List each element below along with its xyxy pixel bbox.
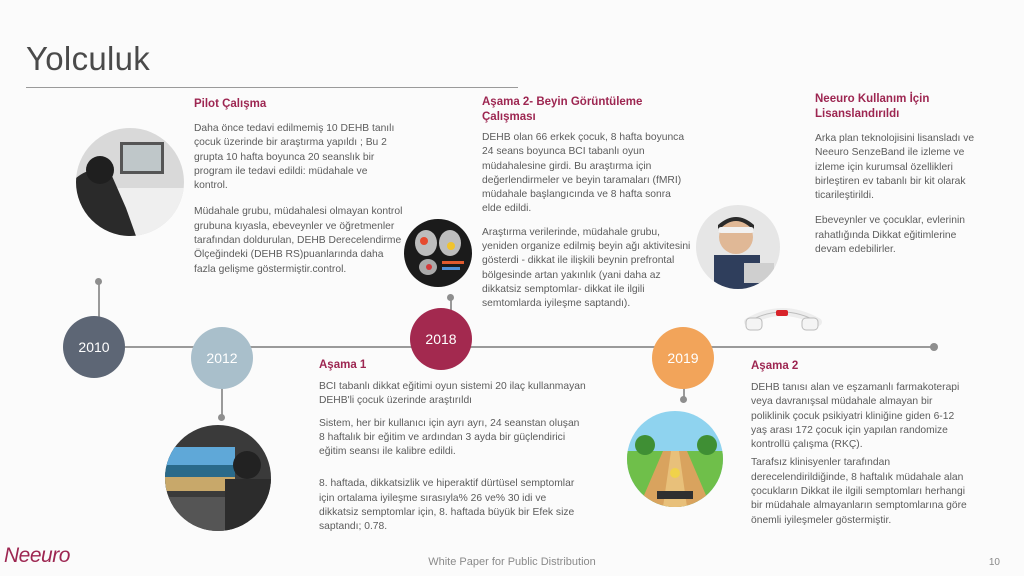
neeuro-logo: Neeuro: [4, 544, 70, 567]
year-2019: 2019: [652, 327, 714, 389]
game-screen-photo: [627, 411, 723, 507]
asama2-brain-paragraph-1: DEHB olan 66 erkek çocuk, 8 hafta boyunca 24 seans boyunca BCI tabanlı oyun müdahalesine girdi. Bu araştırma için değerlendirmeler ve beyin taramaları (fMRI) müdahale başlangıcında ve 8 hafta sonra elde edildi.: [482, 132, 685, 215]
title-divider: [26, 87, 518, 88]
license-paragraph-2: Ebeveynler ve çocuklar, evlerinin rahatlığında Dikkat eğitimlerine devam edebilirler.: [815, 215, 965, 256]
game-player-photo: [165, 425, 271, 531]
timeline-end-dot: [930, 343, 938, 351]
year-2018: 2018: [410, 308, 472, 370]
asama2-body: [751, 381, 973, 528]
dot-2019: [680, 396, 687, 403]
dot-2018: [447, 294, 454, 301]
asama1-section: [319, 358, 587, 535]
asama2-section: [751, 359, 973, 528]
dot-2012: [218, 414, 225, 421]
asama2-paragraph-2: Tarafsız klinisyenler tarafından derecelendirildiğinde, 8 haftalık müdahale alan çocukların Dikkat ile ilgili semptomları herhangi bir müdahale almayanların semptomlarına göre önemli iyileşmeler göstermiştir.: [751, 457, 967, 526]
asama1-paragraph-3: 8. haftada, dikkatsizlik ve hiperaktif dürtüsel semptomlar için ortalama iyileşme sırasıyla% 26 ve% 30 idi ve dikkatsiz semptomlar için, 8. haftada büyük bir Efek size saptandı; 0.78.: [319, 478, 575, 533]
pilot-heading: Pilot Çalışma: [194, 98, 267, 110]
asama1-heading: Aşama 1: [319, 359, 367, 371]
pilot-paragraph-1: Daha önce tedavi edilmemiş 10 DEHB tanılı çocuk üzerinde bir araştırma yapıldı ; Bu 2 grupta 10 hafta boyunca 20 seanslık bir program ile tedavi edildi: müdahale ve kontrol.: [194, 123, 395, 192]
asama2-brain-body: [482, 131, 692, 312]
asama1-paragraph-1: BCI tabanlı dikkat eğitimi oyun sistemi 20 ilaç kullanmayan DEHB'li çocuk üzerinde araştırıldı: [319, 381, 586, 407]
child-headband-photo: [696, 205, 780, 289]
pilot-section: [194, 97, 404, 277]
asama1-body: [319, 380, 587, 535]
pilot-photo: [76, 128, 184, 236]
stem-2010: [98, 282, 100, 318]
license-section: [815, 92, 983, 257]
pilot-body: [194, 122, 404, 277]
asama2-brain-heading: Aşama 2- Beyin Görüntüleme Çalışması: [482, 96, 643, 123]
license-body: [815, 132, 983, 257]
dot-2010: [95, 278, 102, 285]
asama2-paragraph-1: DEHB tanısı alan ve eşzamanlı farmakoterapi veya davranışsal müdahale almayan bir poliklinik çocuk psikiyatri kliniğine giden 6-12 yaş arası 172 çocuk için yapılan randomize kontrollü çalışma (RKÇ).: [751, 382, 960, 451]
asama2-brain-section: [482, 95, 692, 312]
year-2010: 2010: [63, 316, 125, 378]
license-heading: Neeuro Kullanım İçin Lisanslandırıldı: [815, 93, 930, 120]
asama1-paragraph-2: Sistem, her bir kullanıcı için ayrı ayrı, 24 seanstan oluşan 8 haftalık bir eğitim ve ardından 3 ayda bir güçlendirici eğitim seansı ile kalibre edildi.: [319, 417, 580, 458]
pilot-paragraph-2: Müdahale grubu, müdahalesi olmayan kontrol grubuna kıyasla, ebeveynler ve öğretmenler tarafından doldurulan, DEHB Derecelendirme Ölçeğindeki (DEHB RS)puanlarında daha fazla gelişme göstermiştir.control.: [194, 206, 403, 275]
license-paragraph-1: Arka plan teknolojisini lisansladı ve Neeuro SenzeBand ile izleme ve izleme için kurumsal özellikleri birleştiren ev tabanlı bir kit olarak ticarileştirildi.: [815, 133, 975, 202]
year-2012: 2012: [191, 327, 253, 389]
footer-text: White Paper for Public Distribution: [428, 556, 596, 568]
page-number: 10: [988, 557, 1000, 568]
senzeband-headset-image: [742, 300, 824, 344]
slide-title: Yolculuk: [26, 40, 151, 77]
brain-scan-photo: [404, 219, 472, 287]
asama2-heading: Aşama 2: [751, 360, 799, 372]
asama2-brain-paragraph-2: Araştırma verilerinde, müdahale grubu, yeniden organize edilmiş beyin ağı aktivitesini gösterdi - dikkat ile ilişkili beynin prefrontal bölgesinde artan yakınlık (yani daha az dikkatsiz semptomlar- dikkat ile ilgili semtomlarda iyileşme saptandı).: [482, 226, 691, 310]
